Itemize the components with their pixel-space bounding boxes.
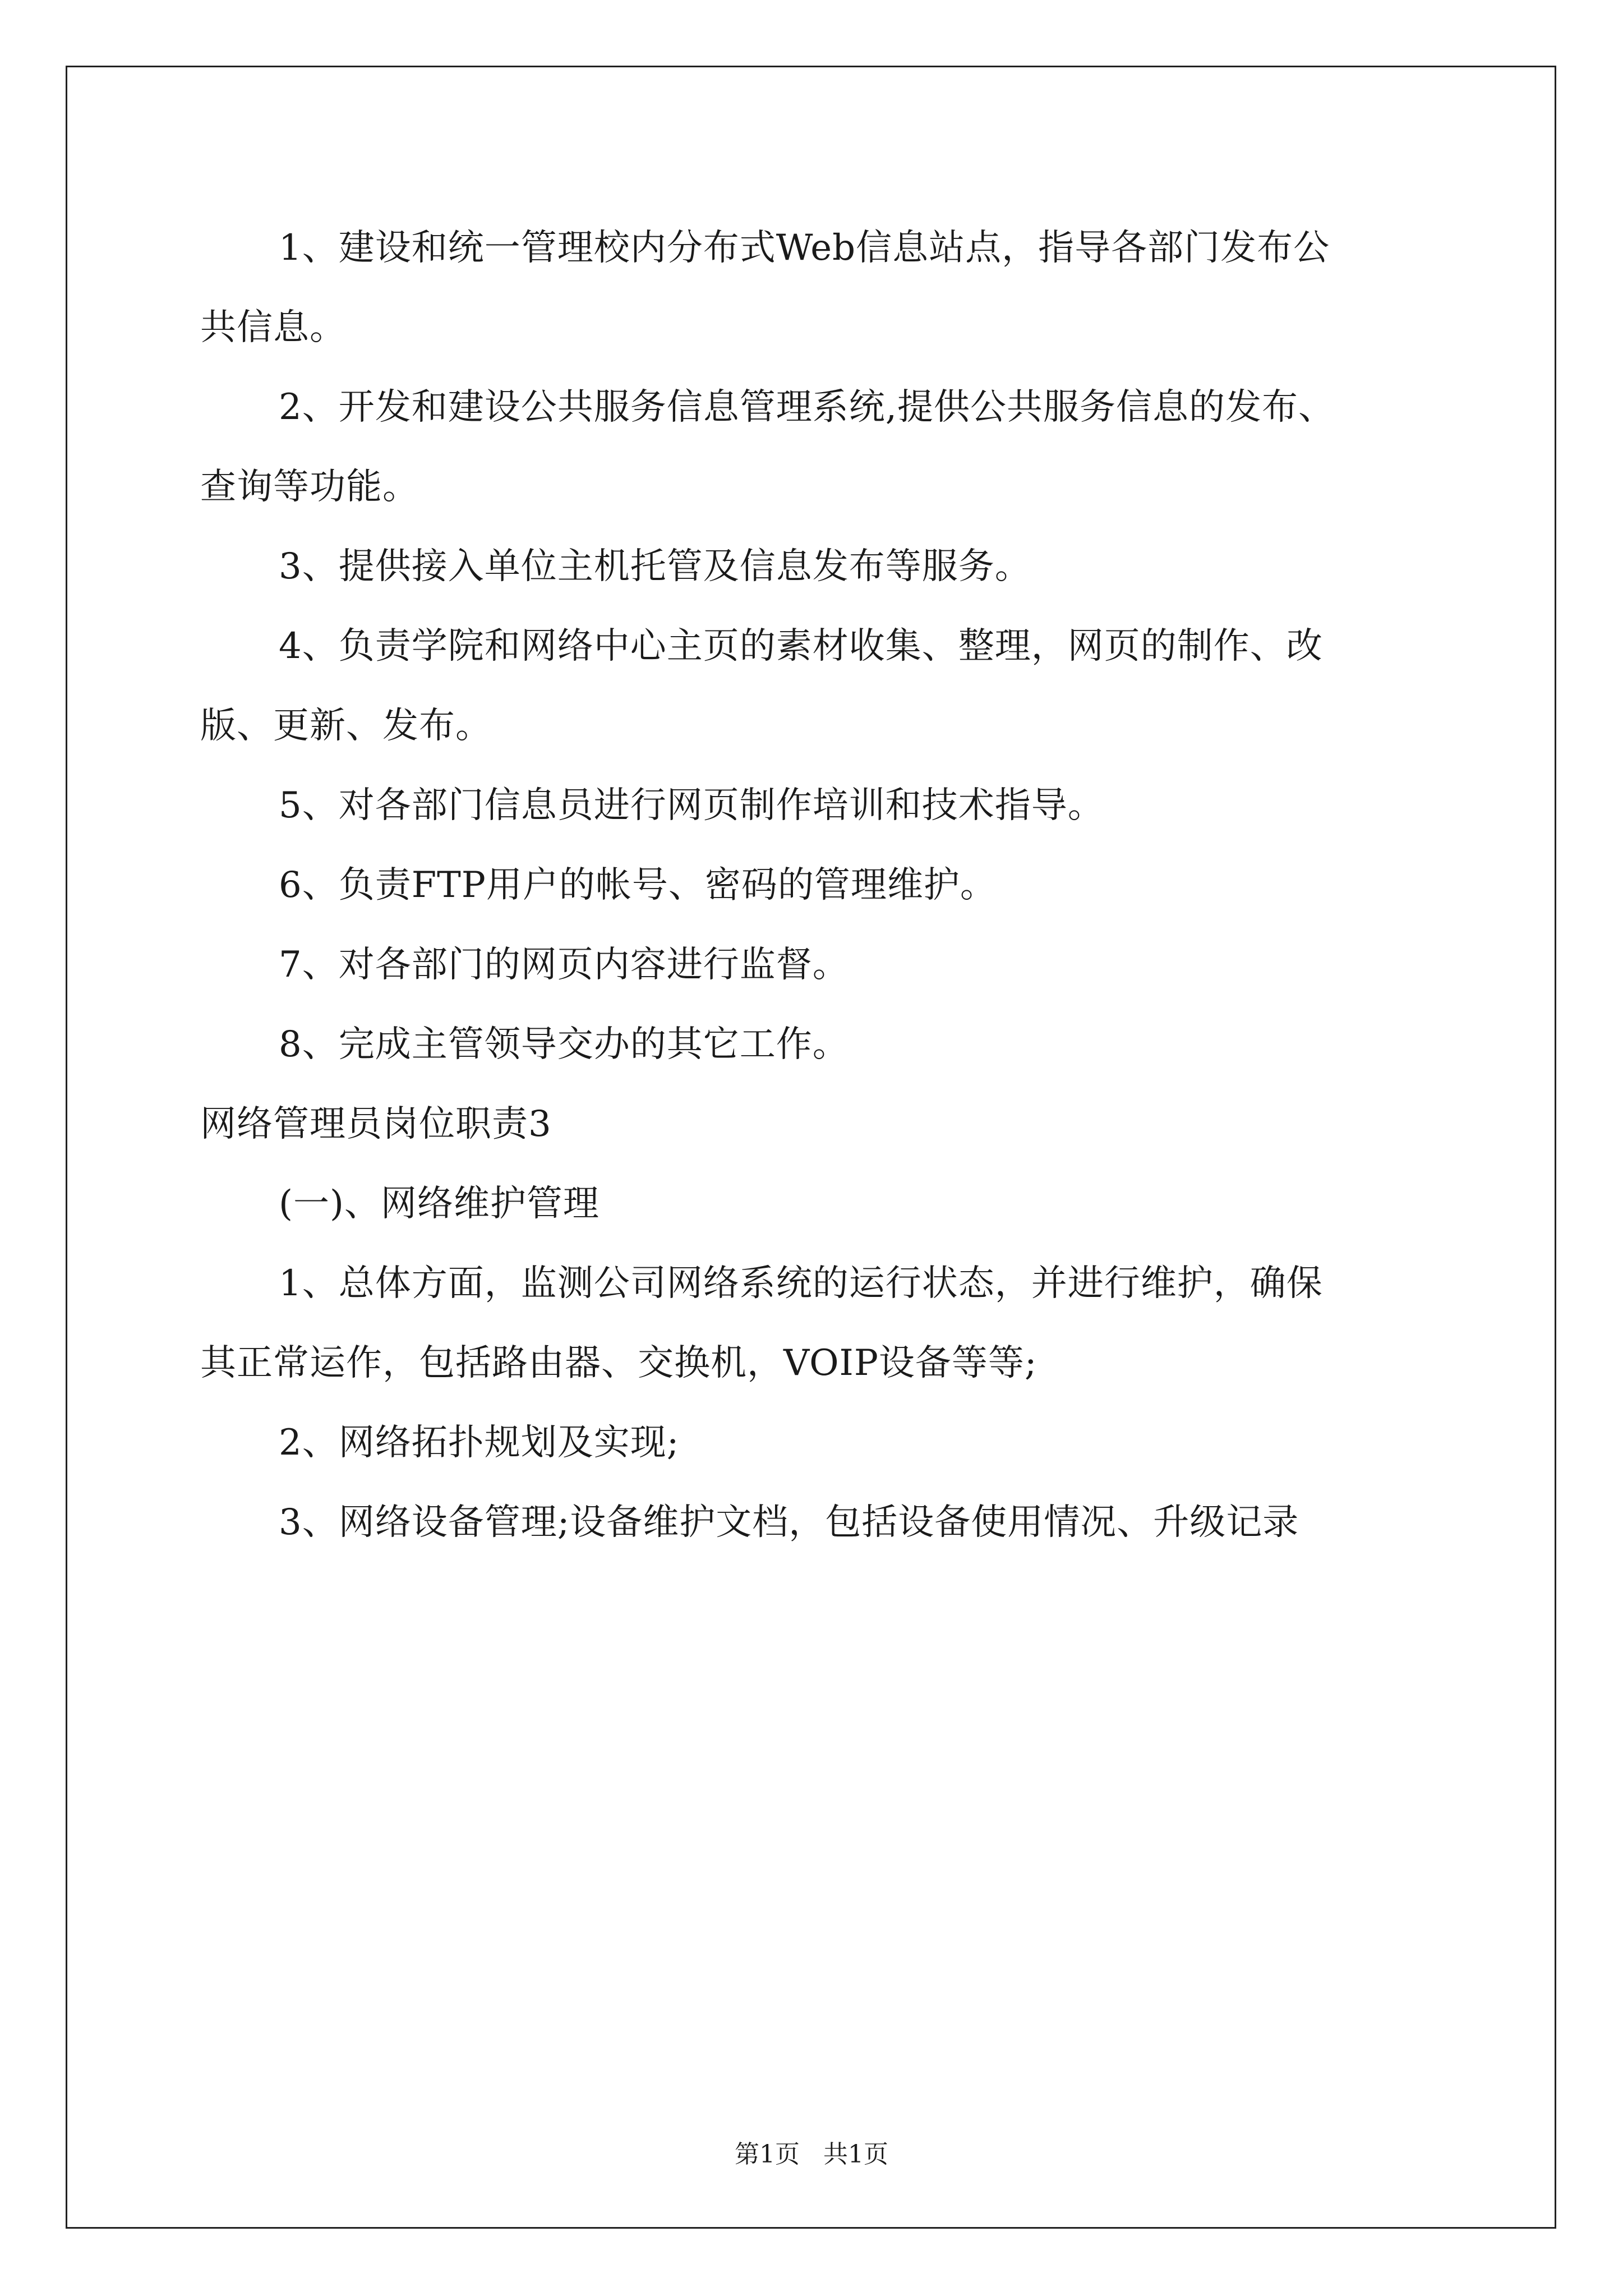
paragraph-line: 其正常运作，包括路由器、交换机，VOIP设备等等; bbox=[200, 1342, 1038, 1384]
paragraph-line: 7、对各部门的网页内容进行监督。 bbox=[279, 944, 849, 986]
page-footer: 第1页 共1页 bbox=[735, 2140, 888, 2169]
paragraph-line: 查询等功能。 bbox=[200, 466, 419, 508]
subsection-heading: (一)、网络维护管理 bbox=[279, 1183, 600, 1225]
paragraph-line: 3、网络设备管理;设备维护文档，包括设备使用情况、升级记录 bbox=[279, 1502, 1299, 1543]
paragraph-line: 2、开发和建设公共服务信息管理系统,提供公共服务信息的发布、 bbox=[279, 386, 1335, 428]
paragraph-line: 1、建设和统一管理校内分布式Web信息站点，指导各部门发布公 bbox=[279, 227, 1330, 269]
paragraph-line: 2、网络拓扑规划及实现; bbox=[279, 1422, 680, 1464]
paragraph-line: 8、完成主管领导交办的其它工作。 bbox=[279, 1024, 849, 1065]
paragraph-line: 4、负责学院和网络中心主页的素材收集、整理，网页的制作、改 bbox=[279, 625, 1323, 667]
paragraph-line: 6、负责FTP用户的帐号、密码的管理维护。 bbox=[279, 864, 997, 906]
paragraph-line: 3、提供接入单位主机托管及信息发布等服务。 bbox=[279, 546, 1031, 587]
paragraph-line: 1、总体方面，监测公司网络系统的运行状态，并进行维护，确保 bbox=[279, 1263, 1323, 1304]
paragraph-line: 5、对各部门信息员进行网页制作培训和技术指导。 bbox=[279, 785, 1104, 826]
paragraph-line: 版、更新、发布。 bbox=[200, 705, 492, 747]
paragraph-line: 共信息。 bbox=[200, 307, 346, 348]
section-heading: 网络管理员岗位职责3 bbox=[200, 1103, 552, 1145]
